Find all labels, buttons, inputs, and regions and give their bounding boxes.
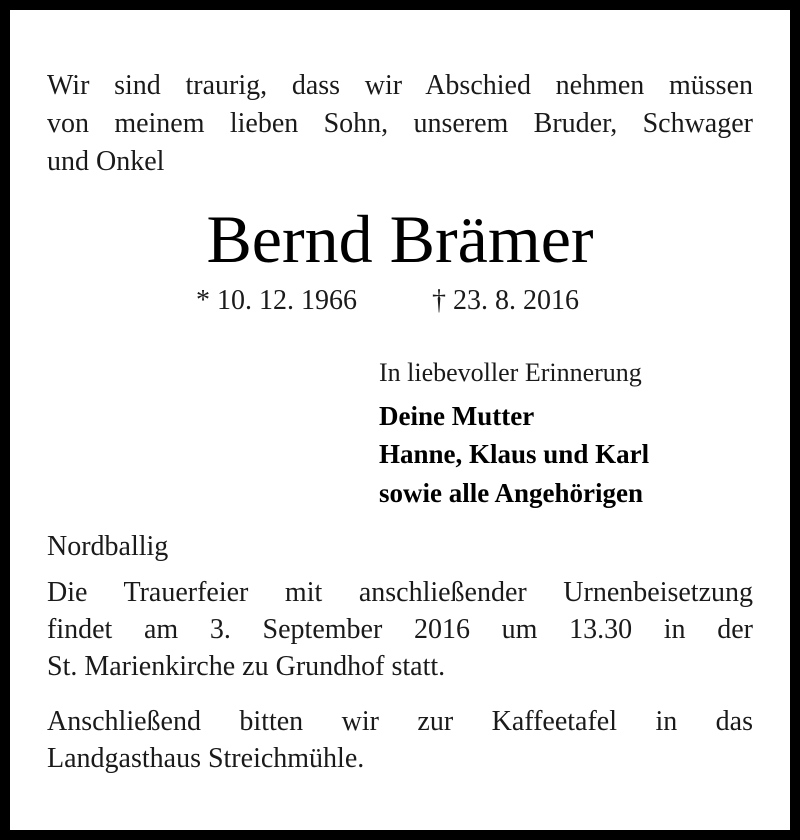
intro-line-2: von meinem lieben Sohn, unserem Bruder, Schwager bbox=[47, 108, 753, 139]
mourner-line: sowie alle Angehörigen bbox=[379, 478, 643, 508]
ceremony-line-3: St. Marienkirche zu Grundhof statt. bbox=[47, 651, 446, 682]
ceremony-line-1: Die Trauerfeier mit anschließender Urnenbeisetzung bbox=[47, 577, 753, 608]
memory-line: In liebevoller Erinnerung bbox=[379, 358, 642, 387]
ceremony-line-2: findet am 3. September 2016 um 13.30 in der bbox=[47, 614, 753, 645]
intro-line-3: und Onkel bbox=[47, 146, 165, 177]
intro-line-1: Wir sind traurig, dass wir Abschied nehmen müssen bbox=[47, 70, 753, 101]
place-name: Nordballig bbox=[47, 531, 169, 562]
afterwards-line-2: Landgasthaus Streichmühle. bbox=[47, 743, 365, 774]
death-date: † 23. 8. 2016 bbox=[432, 285, 579, 316]
birth-date: * 10. 12. 1966 bbox=[196, 285, 357, 316]
deceased-name: Bernd Brämer bbox=[206, 201, 594, 277]
mourner-line: Deine Mutter bbox=[379, 401, 535, 431]
afterwards-line-1: Anschließend bitten wir zur Kaffeetafel in das bbox=[47, 706, 753, 737]
mourner-line: Hanne, Klaus und Karl bbox=[379, 439, 650, 469]
